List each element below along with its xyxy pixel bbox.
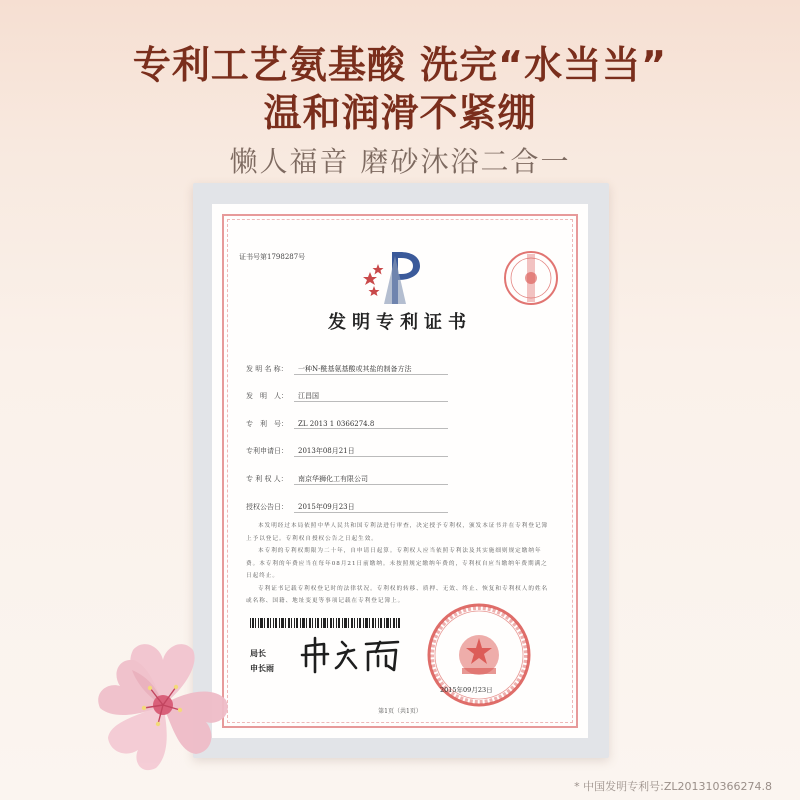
- field-patent-number: [246, 419, 448, 429]
- field-value: 2015年09月23日: [294, 502, 448, 513]
- field-label: 专 利 号：: [246, 420, 288, 428]
- field-patentee: [246, 474, 448, 485]
- field-value: 一种N-酰基氨基酸或其盐的制备方法: [294, 364, 448, 375]
- body-paragraph: 本发明经过本局依照中华人民共和国专利法进行审查，决定授予专利权，颁发本证书并在专利登记簿上予以登记。专利权自授权公告之日起生效。: [246, 523, 549, 542]
- field-label: 发 明 人：: [246, 392, 288, 400]
- field-label: 发 明 名 称：: [246, 365, 288, 373]
- field-inventor: [246, 391, 448, 402]
- seal-date: 2015年09月23日: [440, 686, 493, 694]
- headline-line-2: 温和润滑不紧绷: [263, 91, 537, 135]
- certificate-body-text: [246, 520, 552, 608]
- body-paragraph: 专利证书记载专利权登记时的法律状况。专利权的转移、质押、无效、终止、恢复和专利权人的姓名或名称、国籍、地址变更等事项记载在专利登记簿上。: [246, 585, 549, 604]
- certificate-title: 发明专利证书: [328, 312, 472, 333]
- field-value: 江昌国: [294, 391, 448, 402]
- subheadline: 懒人福音 磨砂沐浴二合一: [229, 145, 571, 178]
- signer-block: [250, 646, 274, 676]
- certificate-number: 证书号第1798287号: [239, 253, 306, 261]
- signer-name: 申长雨: [250, 663, 274, 673]
- field-label: 授权公告日：: [246, 503, 288, 511]
- field-grant-date: [246, 502, 448, 513]
- field-invention-name: [246, 364, 448, 375]
- patent-footnote: * 中国发明专利号:ZL201310366274.8: [574, 780, 772, 793]
- barcode-icon: [250, 618, 400, 628]
- field-label: 专 利 权 人：: [246, 475, 288, 483]
- field-application-date: [246, 446, 448, 457]
- body-paragraph: 本专利的专利权期限为二十年，自申请日起算。专利权人应当依照专利法及其实施细则规定缴纳年费。本专利的年费应当在每年08月21日前缴纳。未按照规定缴纳年费的，专利权自应当缴纳年费期满之日起终止。: [246, 548, 548, 579]
- headline-line-1: 专利工艺氨基酸 洗完“水当当”: [132, 43, 668, 87]
- handwritten-signature: [298, 632, 408, 676]
- page-number: 第1页（共1页）: [378, 708, 422, 715]
- patent-certificate: [212, 204, 588, 738]
- field-label: 专利申请日：: [246, 447, 288, 455]
- field-value: ZL 2013 1 0366274.8: [294, 420, 448, 429]
- signer-title: 局长: [250, 648, 266, 658]
- cherry-blossom-flower: [88, 630, 238, 780]
- field-value: 南京华狮化工有限公司: [294, 474, 448, 485]
- field-value: 2013年08月21日: [294, 446, 448, 457]
- patent-office-logo-icon: [362, 242, 432, 306]
